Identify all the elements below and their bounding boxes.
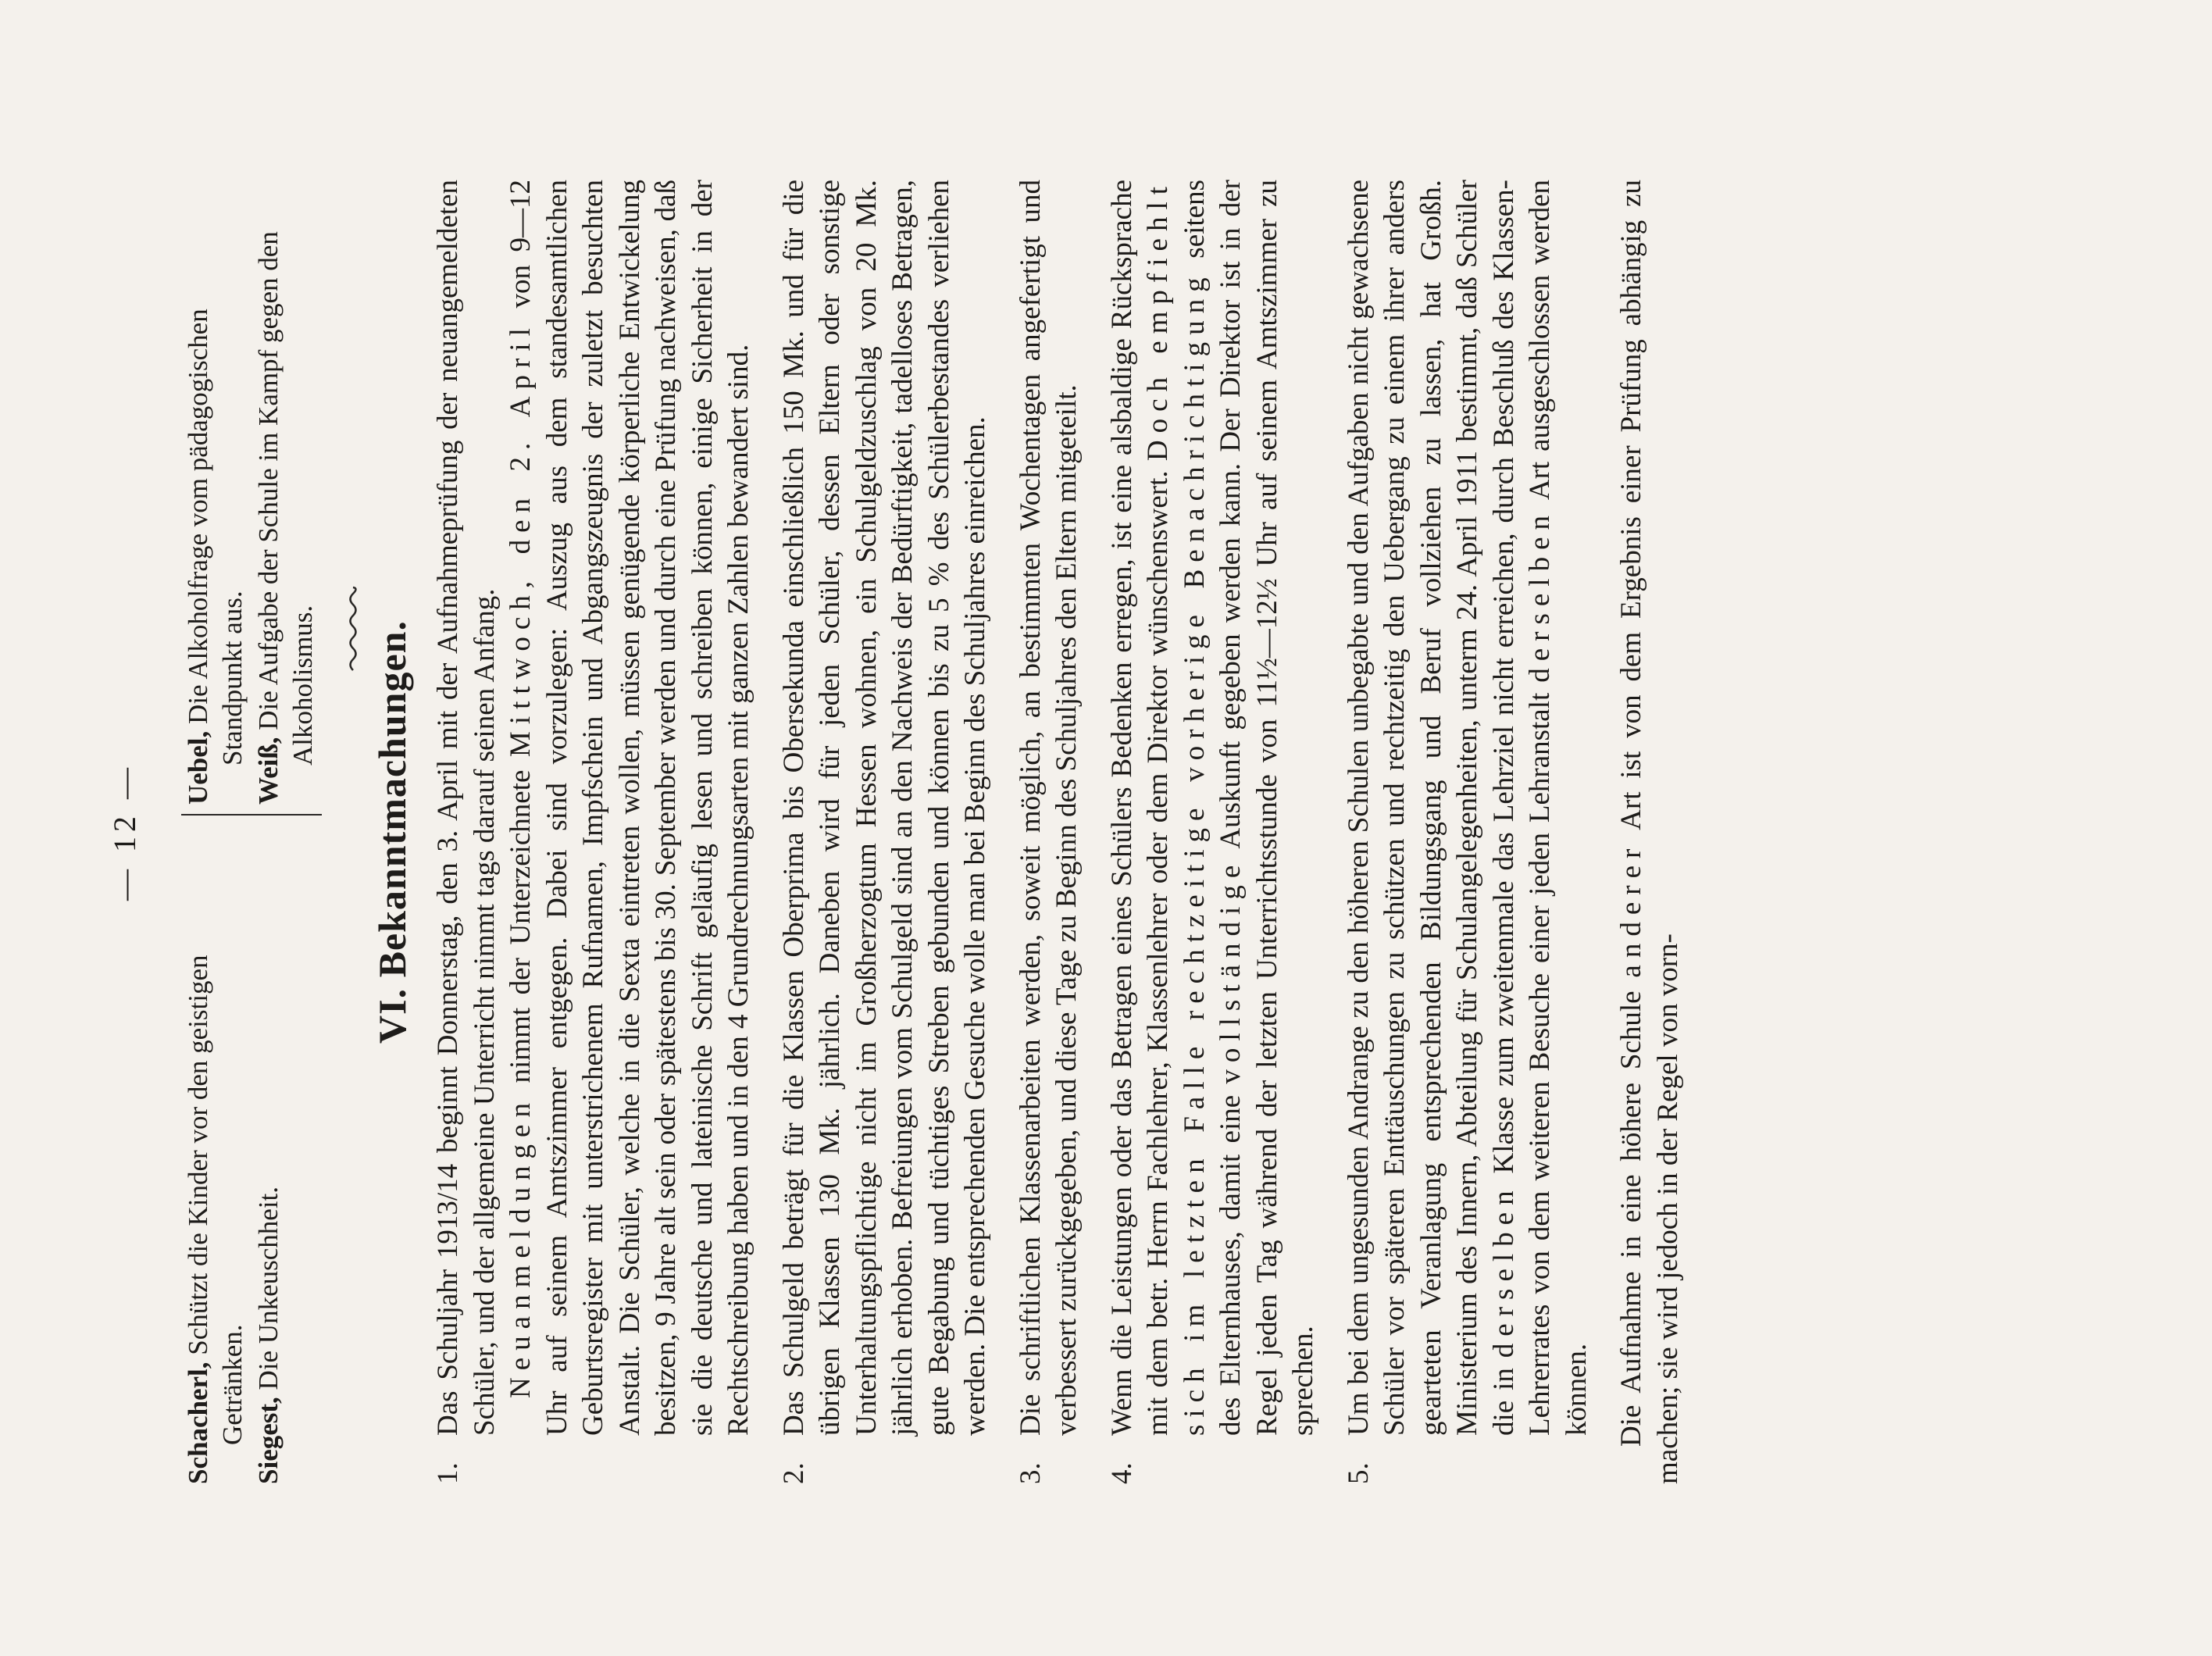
ornament-divider [333, 180, 369, 672]
list-item [252, 828, 286, 1484]
announcement-item [1013, 180, 1086, 1484]
title-text: Die Unkeuschheit. [253, 1186, 284, 1390]
paragraph-text: Um bei dem ungesunden Andrange zu den höheren Schulen unbegabte und den Aufgaben nicht gewachsene Schüler vor späteren Enttäuschungen zu schützen und rechtzeitig den Uebergang zu einem ihrer anders gearteten Veranlagung entsprechenden Bildungsgang und Beruf vollziehen zu lassen, hat Großh. Ministerium des Innern, Abteilung für Schulangelegenheiten, unterm 24. April 1911 bestimmt, daß Schüler die in derselben Klasse zum zweitenmale das Lehrziel nicht erreichen, durch Beschluß des Klassen-Lehrerrates von dem weiteren Besuche einer jeden Lehranstalt derselben Art ausgeschlossen werden können. [1342, 180, 1593, 1436]
item-number: 3. [1014, 1462, 1047, 1484]
literature-column-left [181, 814, 322, 1484]
list-item [252, 180, 320, 805]
announcement-item [430, 180, 758, 1484]
emphasis-text: anderer [1615, 841, 1647, 978]
title-text: Schützt die Kinder vor den geistigen Getränken. [183, 955, 248, 1445]
emphasis-text: vollständige [1215, 858, 1247, 1084]
emphasis-text: derselben [1524, 509, 1556, 683]
item-number: 2. [777, 1462, 810, 1484]
continuation-paragraph: Die Aufnahme in eine höhere Schule anderer Art ist von dem Ergebnis einer Prüfung abhängig zu machen; sie wird jedoch in der Regel von vorn- [1615, 180, 1684, 1484]
emphasis-text: Neuanmeldungen [505, 1096, 537, 1398]
author-name: Siegest, [253, 1397, 284, 1484]
emphasis-text: derselben [1487, 1183, 1520, 1358]
literature-column-right [181, 180, 322, 814]
title-text: Die Alkoholfrage vom pädagogischen Standpunkt aus. [183, 309, 248, 766]
list-item [181, 828, 250, 1484]
paragraph-text: Das Schuljahr 1913/14 beginnt Donnerstag, den 3. April mit der Aufnahmeprüfung der neuangemeldeten Schüler, und der allgemeine Unterricht nimmt tags darauf seinen Anfang. [432, 180, 501, 1436]
emphasis-text: Mittwoch, den 2. April [505, 321, 537, 758]
announcement-item [1104, 180, 1322, 1484]
item-number: 4. [1105, 1462, 1138, 1484]
paragraph-text: Neuanmeldungen nimmt der Unterzeichnete Mittwoch, den 2. April von 9—12 Uhr auf seinem Amtszimmer entgegen. Dabei sind vorzulegen: Auszug aus dem standesamtlichen Geburtsregister mit unterstrichenem Rufnamen, Impfschein und Abgangszeugnis der zuletzt besuchten Anstalt. Die Schüler, welche in die Sexta eintreten wollen, müssen genügende körperliche Entwickelung besitzen, 9 Jahre alt sein oder spätestens bis 30. September werden und durch eine Prüfung nachweisen, daß sie die deutsche und lateinische Schrift geläufig lesen und schreiben können, einige Sicherheit in der Rechtschreibung haben und in den 4 Grundrechnungsarten mit ganzen Zahlen bewandert sind. [505, 180, 755, 1436]
section-heading: VI. Bekanntmachungen. [369, 620, 414, 1044]
list-item [181, 180, 250, 805]
item-number: 1. [432, 1462, 464, 1484]
item-number: 5. [1342, 1462, 1375, 1484]
literature-list [181, 180, 322, 1484]
page-number: — 12 — [107, 763, 142, 901]
paragraph-text: Die schriftlichen Klassenarbeiten werden, soweit möglich, an bestimmten Wochentagen angefertigt und verbessert zurückgegeben, und diese Tage zu Beginn des Schuljahres den Eltern mitgeteilt. [1014, 180, 1083, 1436]
announcement-item [1341, 180, 1596, 1484]
author-name: Uebel, [183, 730, 213, 805]
paragraph-text: Wenn die Leistungen oder das Betragen eines Schülers Bedenken erregen, ist eine alsbaldige Rücksprache mit dem betr. Herrn Fachlehrer, Klassenlehrer oder dem Direktor wünschenswert. Doch empfiehlt sich im letzten Falle rechtzeitige vorherige Benachrichtigung seitens des Elternhauses, damit eine vollständige Auskunft gegeben werden kann. Der Direktor ist in der Regel jeden Tag während der letzten Unterrichtsstunde von 11½—12½ Uhr auf seinem Amtszimmer zu sprechen. [1105, 180, 1319, 1436]
title-text: Die Aufgabe der Schule im Kampf gegen den Alkoholismus. [253, 231, 318, 766]
author-name: Weiß, [253, 737, 284, 805]
author-name: Schacherl, [183, 1362, 213, 1484]
paragraph-text: Das Schulgeld beträgt für die Klassen Oberprima bis Obersekunda einschließlich 150 Mk. und für die übrigen Klassen 130 Mk. jährlich. Daneben wird für jeden Schüler, dessen Eltern oder sonstige Unterhaltungspflichtige nicht im Großherzogtum Hessen wohnen, ein Schulgeldzuschlag von 20 Mk. jährlich erhoben. Befreiungen vom Schulgeld sind an den Nachweis der Bedürftigkeit, tadelloses Betragen, gute Begabung und tüchtiges Streben gebunden und können bis zu 5 % des Schülerbestandes verliehen werden. Die entsprechenden Gesuche wolle man bei Beginn des Schuljahres einreichen. [777, 180, 991, 1436]
announcement-item [776, 180, 994, 1484]
emphasis-text: Doch empfiehlt sich im letzten Falle rechtzeitige vorherige Benachrichtigung [1142, 180, 1211, 1436]
